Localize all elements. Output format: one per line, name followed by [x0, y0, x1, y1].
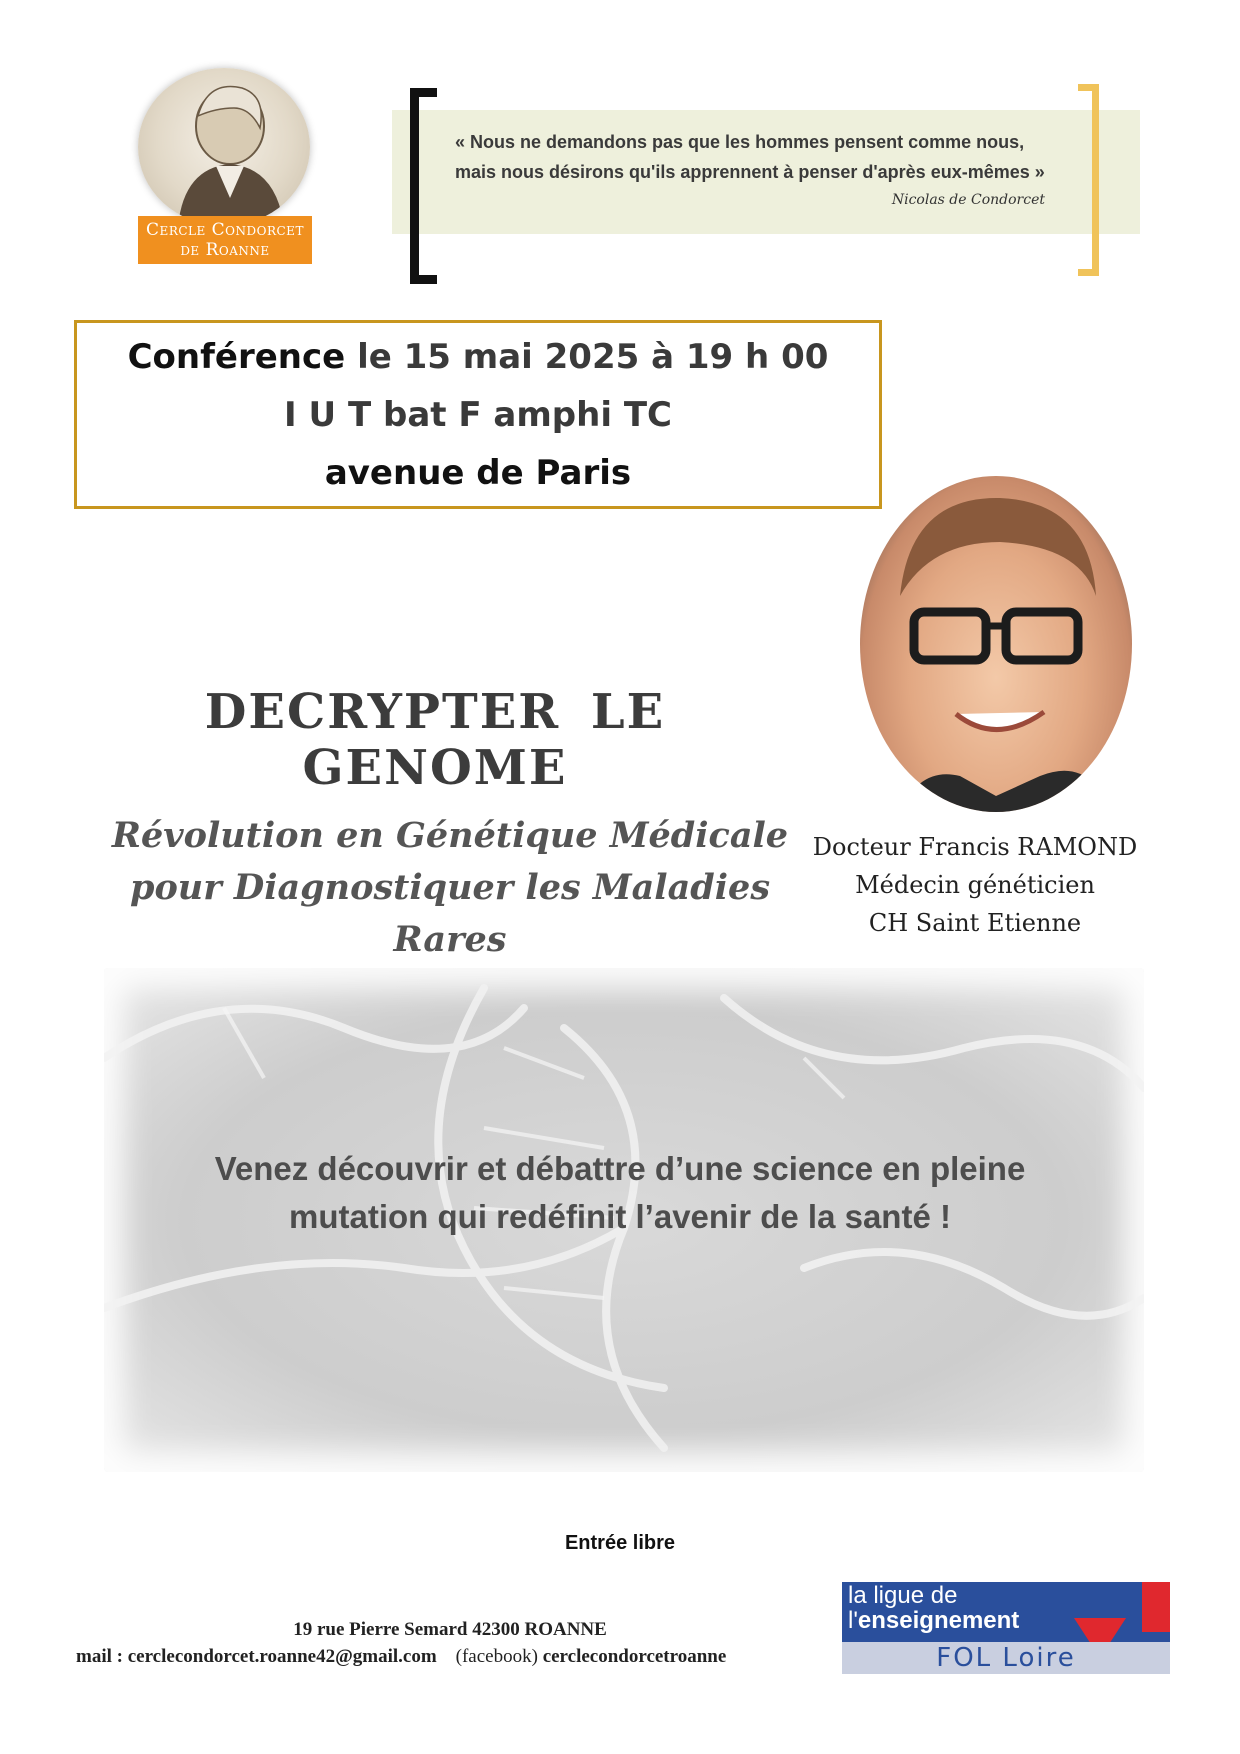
cercle-condorcet-logo — [138, 216, 312, 264]
subtitle — [100, 810, 800, 966]
condorcet-portrait — [138, 68, 310, 226]
speaker-name: Docteur Francis RAMOND — [812, 833, 1138, 861]
quote-line2: mais nous désirons qu'ils apprennent à penser d'après eux-mêmes » — [455, 162, 1045, 182]
invitation-line2: mutation qui redéfinit l’avenir de la santé ! — [289, 1198, 951, 1235]
mail-label: mail : — [76, 1646, 128, 1667]
quote-bracket-left — [410, 88, 437, 284]
conference-street: avenue de Paris — [324, 452, 632, 493]
mail-address[interactable]: cerclecondorcet.roanne42@gmail.com — [127, 1646, 437, 1667]
ligue-bottom-text: FOL Loire — [842, 1642, 1170, 1674]
logo-line1: Cercle Condorcet — [146, 220, 304, 240]
speaker-illustration — [860, 476, 1132, 812]
footer-address: 19 rue Pierre Semard 42300 ROANNE — [293, 1619, 607, 1640]
conference-date: le 15 mai 2025 à 19 h 00 — [357, 336, 829, 377]
ligue-enseignement-logo — [842, 1582, 1170, 1674]
entry-notice: Entrée libre — [564, 1532, 676, 1554]
conference-box — [74, 320, 882, 509]
quote-author: Nicolas de Condorcet — [891, 192, 1045, 208]
subtitle-line3: Rares — [393, 919, 507, 960]
speaker-role: Médecin généticien — [855, 871, 1095, 899]
logo-line2: de Roanne — [180, 240, 270, 260]
facebook-label: (facebook) — [455, 1646, 538, 1667]
main-title: DECRYPTER LE GENOME — [204, 684, 666, 796]
ligue-line2: l'enseignement — [848, 1607, 1020, 1634]
speaker-info — [800, 828, 1150, 942]
portrait-illustration — [138, 68, 310, 226]
quote-text — [455, 127, 1095, 187]
speaker-org: CH Saint Etienne — [868, 909, 1082, 937]
subtitle-line1: Révolution en Génétique Médicale — [111, 815, 789, 856]
conference-date-line — [128, 328, 829, 386]
footer-contact — [76, 1646, 836, 1668]
logo-red-corner — [1142, 1582, 1170, 1632]
speaker-photo — [860, 476, 1132, 812]
conference-place: I U T bat F amphi TC — [284, 394, 672, 435]
invitation-line1: Venez découvrir et débattre d’une science en pleine — [214, 1150, 1026, 1187]
ligue-line1: la ligue de — [848, 1582, 958, 1609]
facebook-handle[interactable]: cerclecondorcetroanne — [542, 1646, 727, 1667]
subtitle-line2: pour Diagnostiquer les Maladies — [129, 867, 771, 908]
invitation-text — [130, 1145, 1110, 1241]
quote-line1: « Nous ne demandons pas que les hommes pensent comme nous, — [455, 132, 1025, 152]
conference-label: Conférence — [127, 336, 346, 377]
